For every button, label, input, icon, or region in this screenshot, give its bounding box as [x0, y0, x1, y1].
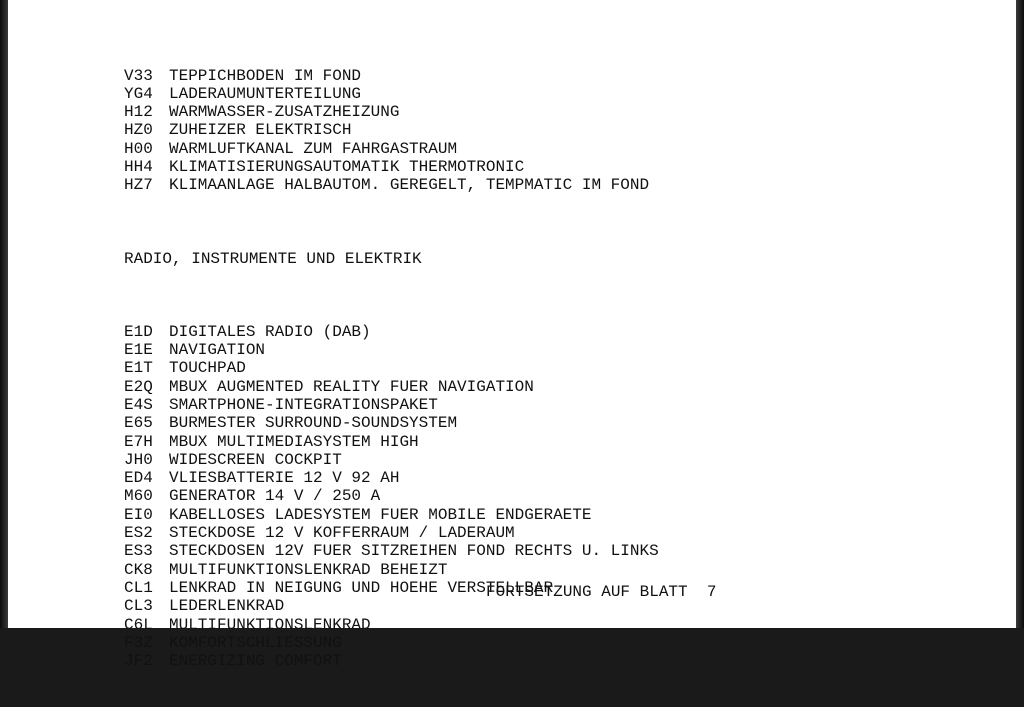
equipment-line [124, 652, 659, 670]
equipment-line [124, 158, 659, 176]
equipment-line [124, 451, 659, 469]
option-code: JH0 [124, 450, 153, 469]
option-description: WARMLUFTKANAL ZUM FAHRGASTRAUM [169, 139, 458, 158]
option-code: EI0 [124, 505, 153, 524]
equipment-list [124, 30, 659, 707]
option-code: H12 [124, 103, 153, 122]
option-code: HZ7 [124, 176, 153, 195]
option-code: ES2 [124, 524, 153, 543]
option-code: E1T [124, 359, 153, 378]
option-code: YG4 [124, 84, 153, 103]
option-description: KABELLOSES LADESYSTEM FUER MOBILE ENDGERAETE [169, 505, 592, 524]
equipment-line [124, 469, 659, 487]
option-code: E7H [124, 432, 153, 451]
option-description: LENKRAD IN NEIGUNG UND HOEHE VERSTELLBAR [169, 578, 554, 597]
equipment-line [124, 341, 659, 359]
option-description: MULTIFUNKTIONSLENKRAD [169, 615, 371, 634]
continuation-note: FORTSETZUNG AUF BLATT 7 [486, 583, 717, 601]
option-description: GENERATOR 14 V / 250 A [169, 487, 381, 506]
equipment-line [124, 524, 659, 542]
option-description: MULTIFUNKTIONSLENKRAD BEHEIZT [169, 560, 448, 579]
equipment-line [124, 396, 659, 414]
equipment-line [124, 103, 659, 121]
option-description: MBUX AUGMENTED REALITY FUER NAVIGATION [169, 377, 534, 396]
option-description: TEPPICHBODEN IM FOND [169, 66, 362, 85]
option-code: CL3 [124, 597, 153, 616]
option-description: KOMFORTSCHLIESSUNG [169, 633, 342, 652]
option-description: WIDESCREEN COCKPIT [169, 450, 342, 469]
equipment-line [124, 433, 659, 451]
option-description: KLIMAANLAGE HALBAUTOM. GEREGELT, TEMPMATIC IM FOND [169, 176, 650, 195]
option-code: E1E [124, 341, 153, 360]
equipment-line [124, 414, 659, 432]
option-description: WARMWASSER-ZUSATZHEIZUNG [169, 103, 400, 122]
option-description: STECKDOSEN 12V FUER SITZREIHEN FOND RECHTS U. LINKS [169, 542, 659, 561]
option-code: F3Z [124, 633, 153, 652]
option-code: CK8 [124, 560, 153, 579]
option-code: ES3 [124, 542, 153, 561]
option-description: SMARTPHONE-INTEGRATIONSPAKET [169, 395, 438, 414]
equipment-line [124, 359, 659, 377]
option-description: KLIMATISIERUNGSAUTOMATIK THERMOTRONIC [169, 158, 525, 177]
option-code: E1D [124, 322, 153, 341]
equipment-group-radio-electrics [124, 323, 659, 671]
equipment-line [124, 140, 659, 158]
equipment-line [124, 561, 659, 579]
option-description: ENERGIZING COMFORT [169, 652, 342, 671]
option-code: E2Q [124, 377, 153, 396]
equipment-line [124, 634, 659, 652]
option-description: MBUX MULTIMEDIASYSTEM HIGH [169, 432, 419, 451]
option-description: LEDERLENKRAD [169, 597, 285, 616]
option-code: CL1 [124, 578, 153, 597]
scan-edge-left [0, 0, 8, 628]
equipment-line [124, 85, 659, 103]
option-description: VLIESBATTERIE 12 V 92 AH [169, 469, 400, 488]
equipment-line [124, 121, 659, 139]
option-code: HH4 [124, 158, 153, 177]
option-code: ED4 [124, 469, 153, 488]
option-description: STECKDOSE 12 V KOFFERRAUM / LADERAUM [169, 524, 515, 543]
option-description: NAVIGATION [169, 341, 266, 360]
equipment-line [124, 487, 659, 505]
option-description: DIGITALES RADIO (DAB) [169, 322, 371, 341]
equipment-line [124, 323, 659, 341]
equipment-line [124, 67, 659, 85]
option-code: JF2 [124, 652, 153, 671]
option-code: V33 [124, 66, 153, 85]
equipment-group-climate [124, 67, 659, 195]
option-code: E65 [124, 414, 153, 433]
option-description: ZUHEIZER ELEKTRISCH [169, 121, 352, 140]
section-heading: RADIO, INSTRUMENTE UND ELEKTRIK [124, 249, 422, 268]
equipment-line [124, 378, 659, 396]
option-code: HZ0 [124, 121, 153, 140]
document-page [8, 0, 1016, 671]
option-description: BURMESTER SURROUND-SOUNDSYSTEM [169, 414, 458, 433]
option-code: C6L [124, 615, 153, 634]
equipment-line [124, 616, 659, 634]
equipment-line [124, 506, 659, 524]
scan-edge-right [1016, 0, 1024, 628]
option-description: LADERAUMUNTERTEILUNG [169, 84, 362, 103]
equipment-line [124, 542, 659, 560]
option-code: H00 [124, 139, 153, 158]
option-description: TOUCHPAD [169, 359, 246, 378]
option-code: M60 [124, 487, 153, 506]
option-code: E4S [124, 395, 153, 414]
equipment-line [124, 176, 659, 194]
